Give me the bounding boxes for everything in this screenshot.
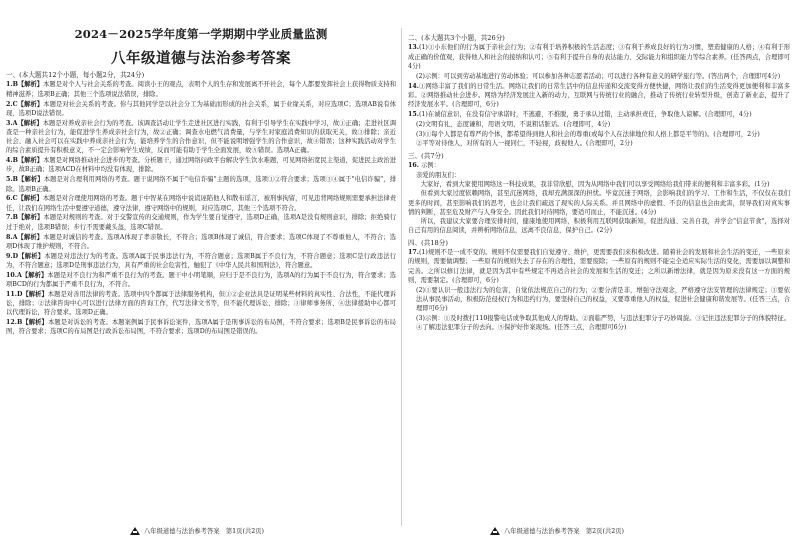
answer-key: B【解析】 xyxy=(12,81,44,89)
answer-text: 本题是对不良行为和严重不良行为的考查。题干中小明笔顺，应归于是不良行为，选项A的行为属于不良行为，符合要求；选项BCD的行为都属于严重不良行为，不符合。 xyxy=(6,271,396,288)
question-number: 16. xyxy=(408,162,419,170)
exam-title: 2024－2025学年度第一学期期中学业质量监测 xyxy=(74,27,328,41)
answer-item xyxy=(6,80,396,99)
title-area xyxy=(6,0,396,68)
answer-key: C【解析】 xyxy=(12,100,44,108)
part3-heading: 三、(共7分) xyxy=(408,151,444,160)
question-number: 2. xyxy=(6,100,13,108)
answer-item xyxy=(408,120,790,129)
question-number: 17. xyxy=(408,249,419,257)
part4-answers xyxy=(408,248,790,332)
question-number: 3. xyxy=(6,119,13,127)
question-number: 12. xyxy=(6,319,17,327)
answer-text: 本题是对网络推动社会进步的考查。分析题干，通过网络问政平台解决学生饮水难题，可见网络拓宽民主渠道，促进民主政治进步，故B正确；选项ACD在材料中均没有体现，排除。 xyxy=(6,157,396,174)
answer-key: B【解析】 xyxy=(12,157,44,165)
answer-text: 本题是对合理使用网络的考查。题干中智某在网络中说谎诬陷他人和散布谣言，被刑事拘留，可见违背网络规则需要承担法律责任，让我们在网络生活中要遵守道德，遵守法律，遵守网络中的规则，对应选项C，其他三个选项不符合。 xyxy=(6,195,396,212)
question-number: 6. xyxy=(6,195,13,203)
footer-left-text: 八年级道德与法治参考答案 第1页(共2页) xyxy=(144,528,264,535)
answer-item xyxy=(408,110,790,119)
footer-left xyxy=(130,526,264,535)
answer-item xyxy=(408,248,790,285)
question-number: 15. xyxy=(408,110,419,118)
question-number: 11. xyxy=(6,290,17,298)
answer-key: D【解析】 xyxy=(16,290,48,298)
question-number: 8. xyxy=(6,233,13,241)
answer-text: ①网络丰富了我们的日常生活。网络让我们的日常生活中的信息传递和交流变得方便快捷，网络让我们的生活变得更加便利和丰富多彩。②网络推动社会进步。网络为经济发展注入新的动力，互联网与传统行业的融合，推动了传统行业转型升级，创造了新业态，提升了经济发展水平。(合理即可，6分) xyxy=(408,82,790,109)
answer-text: 本题是对规则的考查。对于交警宣传的交通规则，作为学生要自觉遵守，选项D正确，选项A是没有规则意识，排除；拒绝骑行过于绝对，选项B错误；步行不需要戴头盔，选项C错误。 xyxy=(6,214,396,231)
answer-text: ②平等对待他人，对所有的人一视同仁，不轻视，歧视他人。(合理即可，2分) xyxy=(416,140,633,148)
answer-item xyxy=(408,139,790,148)
question-number: 7. xyxy=(6,214,13,222)
answer-text: (2)①要认识一般违法行为的危害，自觉依法规范自己的行为；②要分清是非，增强守法观念，严格遵守法安管理的法律规定；③要依法从事民事活动，积极防范侵权行为和违约行为，要坚持自己的权益，又要尊重他人的权益，促进社会健康和谐发展等。(任答三点，合理即可6分) xyxy=(416,286,790,313)
answer-text: 本题是对诉讼的考查。本题案例属于民事诉讼案件，选项A属于是刑事诉讼的布局图，不符合要求；选项B是民事诉讼的布局图，符合要求；选项C的布局图是行政诉讼布局图，不符合要求；选项D的布局图是错误的。 xyxy=(6,319,396,336)
question-number: 4. xyxy=(6,157,13,165)
answer-text: (1)在诚信意识，在没有信守承诺时，不逃避，不推脱，勇于承认过错，主动承担责任，争取他人谅解。(合理即可，4分) xyxy=(418,110,752,118)
answer-text: 本题是对诚信的考查。选项A体现了孝亲敬长，不符合；选项B体现了诚信，符合要求；选项C体现了不尊重他人，不符合；选项D体现了维护规则，不符合。 xyxy=(6,233,396,250)
answer-key: A【解析】 xyxy=(16,271,48,279)
answer-item xyxy=(6,233,396,252)
answer-key: D【解析】 xyxy=(12,252,45,260)
answer-text: (1)①小东他们的行为属于亲社会行为；②有利于培养积极的生活态度；③有利于养成良好的行为习惯，塑造健康的人格；④有利于形成正确的价值观，获得他人和社会的接纳和认可；⑤有利于提升自身的表达能力、交际能力和组织能力等综合素养。(任答两点，合理即可4分) xyxy=(408,44,790,70)
answer-text: 本题是对养成亲社会行为的考查。该调查活动让学生走进社区进行实践，有利于引导学生在实践中学习，故①正确；走进社区调查是一种亲社会行为，能促进学生养成亲社会行为，故②正确；调查水电燃气消费量，与学生对家庭消费知识的获取无关，故③排除；亲近社会、融入社会可以在实践中养成亲社会行为，能培养学生的合作意识，但不能说明增强学生的合作意识，故④错误；这种实践活动对学生的综合素质提升有积极意义，不一定会影响学生成绩，反而可能有助于学生全面发展，故⑤错误。选项A正确。 xyxy=(6,119,396,155)
answer-text: 本题是对社会关系的考查。你与其他同学是以社会分工为基础而形成的社会关系，属于业缘关系，对应选项C；选项AB说有体现，选项D说法错误。 xyxy=(6,100,396,117)
question-number: 5. xyxy=(6,176,13,184)
answer-item xyxy=(6,290,396,318)
letter-paragraph: 但看到大家过度依赖网络，甚至沉迷网络，我却充满深深的担忧。毕竟沉迷于网络，会影响我们的学习、工作和生活，不仅仅在我们更多的时间，甚至影响我们的思考，也会让我们疏远了现实的人际关系。并且网络中的虚假、不良的信息也会由此害，误导我们对真实事情的判断，甚至危及财产与人身安全。因此我们对待网络，要适可而止，不能沉迷。(4分) xyxy=(408,190,790,216)
answer-text: (2)文明有礼，态度谦和，用语文明，不说粗话脏话。(合理即可，4分) xyxy=(416,120,611,128)
answer-item xyxy=(6,194,396,213)
letter-paragraph: 所以，我建议大家要合理安排时间，健康地使用网络，积极利用互联网获取新知，促进沟通、完善自我，并学会"信息节食"，选择对自己有用的信息阅读，并辨析网络信息，远离不良信息，保护自己。(2分) xyxy=(408,218,790,235)
answer-key: B【解析】 xyxy=(16,319,48,327)
answer-item xyxy=(6,175,396,194)
answer-item xyxy=(6,100,396,119)
part4-heading: 四、(共18分) xyxy=(408,238,448,247)
part2-heading: 二、(本大题共3个小题，共26分) xyxy=(408,34,505,42)
q16-intro xyxy=(408,161,790,170)
answer-text: 本题是对善用法律的考查。选项中四个都属于法律服务机构，但①②企业法具是证明某些材料的真实性、合法性，不能代理诉讼，排除；②法律咨询中心可以进行法律方面的咨询工作，代写法律文书等，但不能代理诉讼，排除；③律师事务所、④法律援助中心都可以代理诉讼，符合要求。选项D正确。 xyxy=(6,290,396,317)
answer-item xyxy=(6,119,396,156)
answer-item xyxy=(6,271,396,290)
part2-answers xyxy=(408,43,790,148)
question-number: 1. xyxy=(6,81,13,89)
part1-answers xyxy=(6,80,396,336)
answer-item xyxy=(408,43,790,71)
exam-subtitle: 八年级道德与法治参考答案 xyxy=(111,50,291,67)
column-divider xyxy=(401,28,402,526)
answer-text: (2)示例：可以到劳动基地进行劳动体验；可以参加各种志愿者活动；可以进行各种有意义的研学旅行等。(答出两个，合理即可4分) xyxy=(416,72,781,80)
answer-key: C【解析】 xyxy=(12,195,43,203)
answer-item xyxy=(408,314,790,333)
answer-item xyxy=(6,156,396,175)
answer-key: A【解析】 xyxy=(12,119,43,127)
answer-item xyxy=(6,318,396,337)
answer-item xyxy=(408,286,790,314)
answer-text: (1)规则不是一成不变的。规则不仅需要我们自觉遵守、维护，更需要我们来积极改进。随着社会的发展和社会生活的变迁，一些原来的规则，需要做调整；一些原有的规则失去了存在的合理性，需要废除；一些原有的规则不能完全适应实际生活的变化，需要加以调整和完善。之所以修订法律，就是因为其中有些规定不再适合社会的发展和生活的变迁；之所以新增法律，就是因为原来没有这一方面的规则，需要制定。(合理即可，6分) xyxy=(408,249,790,284)
question-number: 13. xyxy=(408,44,419,52)
question-number: 10. xyxy=(6,271,17,279)
q16-intro-text: 示例： xyxy=(420,162,440,170)
warning-triangle-icon xyxy=(490,527,500,535)
answer-item xyxy=(6,213,396,232)
footer-right-text: 八年级道德与法治参考答案 第2页(共2页) xyxy=(504,528,624,535)
part3-answer xyxy=(408,161,790,236)
letter-paragraph: 大家好，看到大家使用网络这一科技成果，我非常欣慰，因为从网络中我们可以享受网络给我们带来的便利和丰富多彩。(1分) xyxy=(420,181,770,189)
answer-item xyxy=(6,252,396,271)
footer-right xyxy=(490,526,624,535)
letter-salutation: 亲爱的朋友们： xyxy=(416,171,461,179)
answer-item xyxy=(408,82,790,110)
warning-triangle-icon xyxy=(130,527,140,535)
answer-text: 本题是对合理利用网络的考查。题干说网络不属于"电信诈骗"主题的选项，选项①②符合要求；选项③④属于"电信诈骗"，排除。选项B正确。 xyxy=(6,176,396,193)
answer-key: B【解析】 xyxy=(12,214,44,222)
answer-text: (3)①每个人都是有尊严的个体，都希望得到他人和社会的尊重(或每个人在法律地位和人格上都是平等的)。(合理即可，2分) xyxy=(416,130,760,138)
question-number: 14. xyxy=(408,82,419,90)
right-column xyxy=(408,0,790,543)
answer-key: B【解析】 xyxy=(12,176,44,184)
answer-key: A【解析】 xyxy=(12,233,44,241)
answer-text: (3)示例：①及时拨打110报警电话或争取其他成人的帮助。②面临严势，与违法犯罪分子巧妙周旋。③记住违法犯罪分子的体貌特征。④了解违法犯罪分子的去向。⑤保护好作案现场。(任答三点，合理即可6分) xyxy=(416,315,790,332)
part1-heading: 一、(本大题共12个小题，每小题2分，共24分) xyxy=(6,71,145,79)
left-column xyxy=(6,0,396,543)
answer-text: 本题是对个人与社会关系的考查。阅读小王的观点，表明个人的生存和发展离不开社会，每个人都要发挥社会上获得物质支持和精神滋养；选项B正确；其他三个选项说法错误，排除。 xyxy=(6,81,396,98)
answer-text: 本题是对违法行为的考查。选项A属于民事违法行为，不符合题意；选项B属于不良行为，不符合题意；选项C是行政违法行为，不符合题意；选项D是刑事违法行为，具有严重的社会危害性，触犯了《中华人民共和国刑法》，符合题意。 xyxy=(6,252,396,269)
question-number: 9. xyxy=(6,252,13,260)
answer-item xyxy=(408,72,790,81)
answer-item xyxy=(408,130,790,139)
